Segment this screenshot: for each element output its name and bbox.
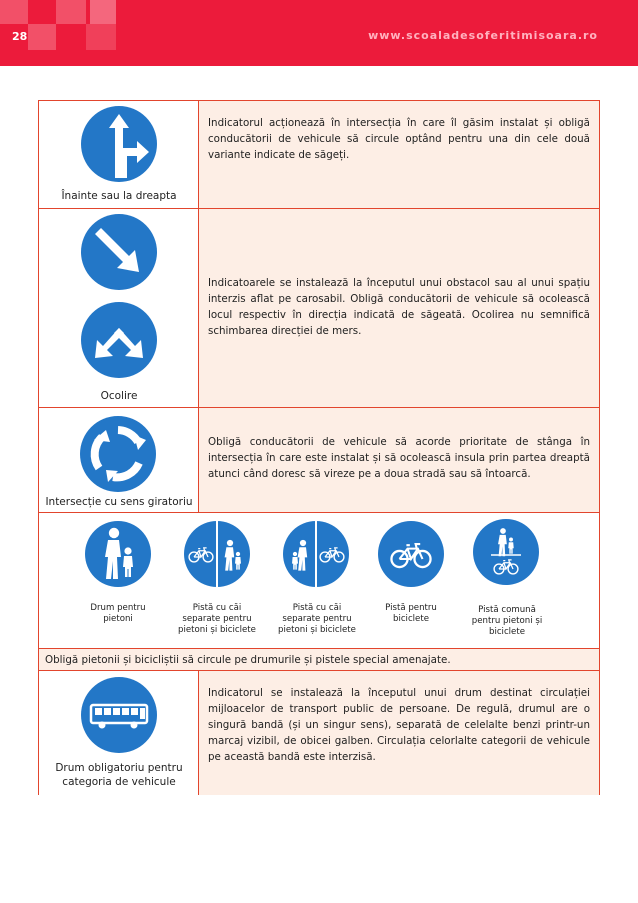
caption-line: Pistă pentru	[385, 603, 437, 613]
table-row	[39, 209, 599, 408]
split-pedestrian-bike-icon	[283, 521, 349, 587]
straight-or-right-arrow-icon	[81, 106, 157, 182]
table-row	[39, 649, 599, 671]
sign-caption	[465, 605, 549, 638]
description-cell	[199, 408, 599, 512]
bypass-right-arrow-icon	[81, 214, 157, 290]
roundabout-icon	[80, 416, 156, 492]
description-cell	[199, 101, 599, 208]
sign-caption	[271, 603, 363, 636]
pedestrian-path-icon	[85, 521, 151, 587]
caption-line: Pistă comună	[478, 605, 536, 615]
bypass-both-sides-icon	[81, 302, 157, 378]
caption-line: Drum obligatoriu pentru	[55, 762, 183, 774]
sign-caption	[171, 603, 263, 636]
sign-caption	[375, 603, 447, 625]
caption-line: Pistă cu căi	[192, 603, 242, 613]
sign-cell	[39, 671, 199, 795]
sign-cell	[39, 408, 199, 512]
sign-description: Indicatoarele se instalează la începutul unui obstacol sau al unui spațiu interzis aflat pe carosabil. Obligă conducătorii de vehicule să ocolească locul respectiv în direcția indicată de săgeată. Ocolirea nu semnifică schimbarea direcției de mers.	[208, 277, 590, 337]
description-cell	[199, 671, 599, 795]
site-url[interactable]: www.scoaladesoferitimisoara.ro	[368, 29, 598, 42]
sign-caption: Intersecție cu sens giratoriu	[45, 496, 193, 508]
caption-line: categoria de vehicule	[62, 776, 176, 788]
signs-table	[38, 100, 600, 795]
description-cell	[199, 209, 599, 407]
paths-note: Obligă pietonii și bicicliștii să circule pe drumurile și pistele special amenajate.	[45, 654, 451, 666]
bicycle-path-icon	[378, 521, 444, 587]
page-header	[0, 0, 638, 66]
header-decor	[28, 24, 56, 50]
bus-icon	[81, 677, 157, 753]
caption-line: Drum pentru	[90, 603, 146, 613]
caption-line: separate pentru	[182, 614, 252, 624]
sign-cell	[39, 209, 199, 407]
shared-path-icon	[473, 519, 539, 585]
sign-caption	[79, 603, 157, 625]
sign-caption: Înainte sau la dreapta	[61, 190, 177, 202]
caption-line: biciclete	[392, 614, 429, 624]
table-row	[39, 671, 599, 795]
header-decor	[0, 0, 28, 24]
split-bike-pedestrian-icon	[184, 521, 250, 587]
header-decor	[90, 0, 116, 24]
table-row	[39, 408, 599, 513]
sign-description: Obligă conducătorii de vehicule să acorde prioritate de stânga în intersecția în care este instalat și să ocolească insula prin partea dreaptă atunci când doresc să vireze pe a doua stradă sau să întoarcă.	[208, 436, 590, 480]
sign-caption: Ocolire	[100, 390, 138, 402]
header-decor	[86, 24, 116, 50]
header-decor	[56, 0, 86, 24]
caption-line: pietoni	[103, 614, 133, 624]
sign-description: Indicatorul acționează în intersecția în care îl găsim instalat și obligă conducătorii de vehicule să circule optând pentru una din cele două variante indicate de săgeți.	[208, 117, 590, 161]
sign-caption	[39, 761, 199, 789]
sign-description: Indicatorul se instalează la începutul unui drum destinat circulației mijloacelor de transport public de persoane. De regulă, drumul are o singură bandă (și un singur sens), separată de celelalte benzi printr-un marcaj vizibil, de obicei galben. Circulația celorlalte categorii de vehicule pe această bandă este interzisă.	[208, 687, 590, 763]
caption-line: pietoni și biciclete	[178, 625, 256, 635]
page-number: 28	[12, 30, 28, 43]
caption-line: biciclete	[488, 627, 525, 637]
table-row	[39, 513, 599, 649]
caption-line: separate pentru	[282, 614, 352, 624]
caption-line: Pistă cu căi	[292, 603, 342, 613]
caption-line: pentru pietoni și	[471, 616, 543, 626]
table-row	[39, 101, 599, 209]
caption-line: pietoni și biciclete	[278, 625, 356, 635]
sign-cell	[39, 101, 199, 208]
